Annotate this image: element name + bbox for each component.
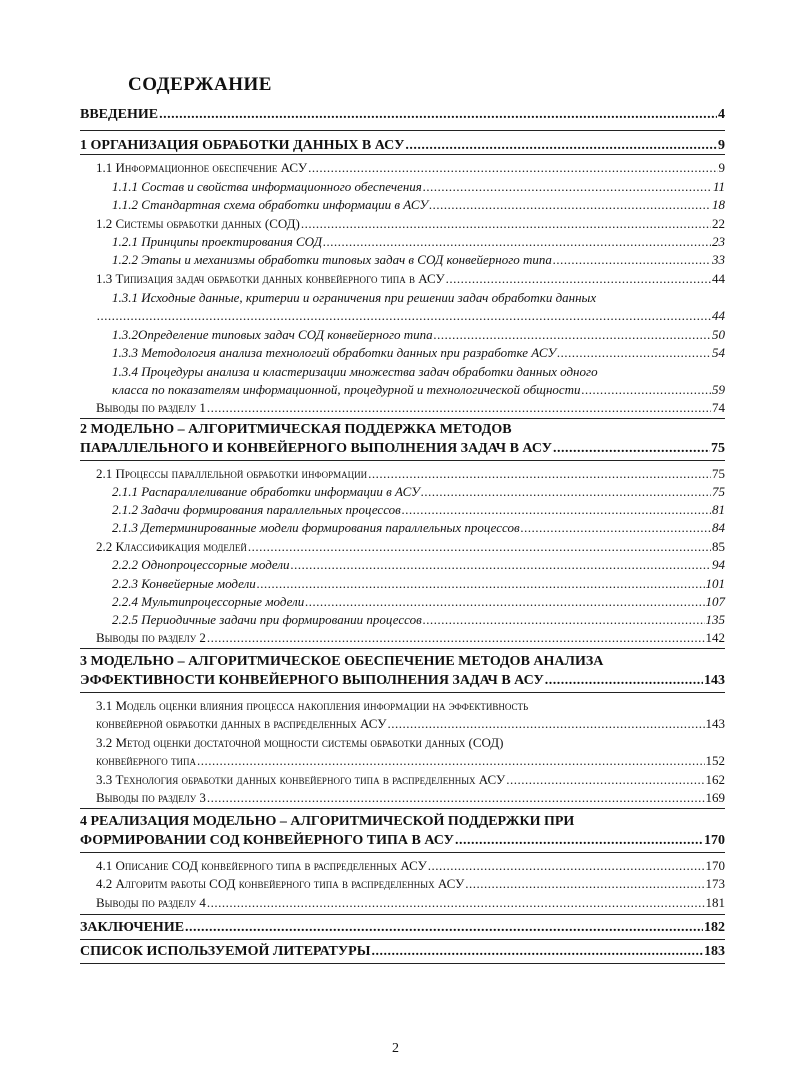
toc-entry-line[interactable]: 3.1 Модель оценки влияния процесса накопления информации на эффективность [96, 698, 529, 713]
toc-entry[interactable]: ВВЕДЕНИЕ ..... 4 [80, 107, 725, 123]
toc-entry-line[interactable]: 4 РЕАЛИЗАЦИЯ МОДЕЛЬНО – АЛГОРИТМИЧЕСКОЙ ПОДДЕРЖКИ ПРИ [80, 814, 575, 829]
toc-entry-line[interactable]: 1.3.4 Процедуры анализа и кластеризации множества задач обработки данных одного [112, 364, 598, 379]
toc-entry[interactable]: ЗАКЛЮЧЕНИЕ ..... 182 [80, 920, 725, 936]
divider [80, 939, 725, 940]
divider [80, 808, 725, 809]
toc-entry[interactable]: 1.3.2Определение типовых задач СОД конвейерного типа ..... 50 [112, 327, 725, 343]
divider [80, 154, 725, 155]
toc-entry[interactable]: ФОРМИРОВАНИИ СОД КОНВЕЙЕРНОГО ТИПА В АСУ ..... 170 [80, 833, 725, 849]
toc-entry[interactable]: 2.1.2 Задачи формирования параллельных процессов ..... 81 [112, 502, 725, 518]
toc-entry[interactable]: 2.1 Процессы параллельной обработки информации ..... 75 [96, 466, 725, 482]
page-title: СОДЕРЖАНИЕ [128, 74, 272, 95]
toc-entry[interactable]: 1.1.2 Стандартная схема обработки информации в АСУ ..... 18 [112, 197, 725, 213]
toc-entry[interactable]: 1.3 Типизация задач обработки данных конвейерного типа в АСУ ..... 44 [96, 271, 725, 287]
toc-entry[interactable]: конвейерного типа ..... 152 [96, 753, 725, 769]
toc-entry[interactable]: 2.1.3 Детерминированные модели формирования параллельных процессов ..... 84 [112, 520, 725, 536]
toc-entry[interactable]: 2.2.2 Однопроцессорные модели ..... 94 [112, 557, 725, 573]
toc-entry[interactable]: СПИСОК ИСПОЛЬЗУЕМОЙ ЛИТЕРАТУРЫ ..... 183 [80, 944, 725, 960]
toc-entry[interactable]: 2.2.4 Мультипроцессорные модели ..... 107 [112, 594, 725, 610]
toc-entry[interactable]: 2.2.5 Периодичные задачи при формировании процессов ..... 135 [112, 612, 725, 628]
toc-entry[interactable]: 1.3.3 Методология анализа технологий обработки данных при разработке АСУ ..... 54 [112, 345, 725, 361]
toc-entry-line[interactable]: 3.2 Метод оценки достаточной мощности системы обработки данных (СОД) [96, 735, 504, 750]
toc-entry[interactable]: 1 ОРГАНИЗАЦИЯ ОБРАБОТКИ ДАННЫХ В АСУ ..... 9 [80, 138, 725, 154]
toc-entry[interactable]: 1.2.1 Принципы проектирования СОД ..... 23 [112, 234, 725, 250]
divider [80, 648, 725, 649]
divider [80, 418, 725, 419]
divider [80, 460, 725, 461]
toc-entry-line[interactable]: 3 МОДЕЛЬНО – АЛГОРИТМИЧЕСКОЕ ОБЕСПЕЧЕНИЕ МЕТОДОВ АНАЛИЗА [80, 654, 604, 669]
toc-entry[interactable]: класса по показателям информационной, процедурной и технологической общности ..... 59 [112, 382, 725, 398]
toc-entry[interactable]: Выводы по разделу 3 ..... 169 [96, 790, 725, 806]
toc-entry-line[interactable]: 2 МОДЕЛЬНО – АЛГОРИТМИЧЕСКАЯ ПОДДЕРЖКА МЕТОДОВ [80, 422, 512, 437]
toc-entry[interactable]: 4.2 Алгоритм работы СОД конвейерного типа в распределенных АСУ ..... 173 [96, 876, 725, 892]
toc-entry[interactable]: 1.1.1 Состав и свойства информационного обеспечения ..... 11 [112, 179, 725, 195]
toc-entry[interactable]: Выводы по разделу 2 ..... 142 [96, 630, 725, 646]
toc-entry[interactable]: 2.2 Классификация моделей ..... 85 [96, 539, 725, 555]
divider [80, 692, 725, 693]
toc-entry[interactable]: конвейерной обработки данных в распределенных АСУ ..... 143 [96, 716, 725, 732]
toc-entry[interactable]: 4.1 Описание СОД конвейерного типа в распределенных АСУ ..... 170 [96, 858, 725, 874]
toc-entry[interactable]: 2.2.3 Конвейерные модели ..... 101 [112, 576, 725, 592]
toc-entry[interactable]: 2.1.1 Распараллеливание обработки информации в АСУ ..... 75 [112, 484, 725, 500]
toc-entry-line[interactable]: 1.3.1 Исходные данные, критерии и ограничения при решении задач обработки данных [112, 290, 597, 305]
toc-entry[interactable]: ЭФФЕКТИВНОСТИ КОНВЕЙЕРНОГО ВЫПОЛНЕНИЯ ЗАДАЧ В АСУ ..... 143 [80, 673, 725, 689]
toc-entry[interactable]: 1.1 Информационное обеспечение АСУ ..... 9 [96, 160, 725, 176]
toc-entry[interactable]: Выводы по разделу 4 ..... 181 [96, 895, 725, 911]
divider [80, 852, 725, 853]
toc-entry[interactable]: Выводы по разделу 1 ..... 74 [96, 400, 725, 416]
divider [80, 914, 725, 915]
toc-entry[interactable]: 3.3 Технология обработки данных конвейерного типа в распределенных АСУ ..... 162 [96, 772, 725, 788]
divider [80, 130, 725, 131]
divider [80, 963, 725, 964]
toc-entry[interactable]: ПАРАЛЛЕЛЬНОГО И КОНВЕЙЕРНОГО ВЫПОЛНЕНИЯ ЗАДАЧ В АСУ ..... 75 [80, 441, 725, 457]
page-number: 2 [392, 1041, 399, 1056]
toc-entry-continuation[interactable]: ..... 44 [96, 308, 725, 324]
toc-entry[interactable]: 1.2.2 Этапы и механизмы обработки типовых задач в СОД конвейерного типа ..... 33 [112, 252, 725, 268]
toc-entry[interactable]: 1.2 Системы обработки данных (СОД) ..... 22 [96, 216, 725, 232]
